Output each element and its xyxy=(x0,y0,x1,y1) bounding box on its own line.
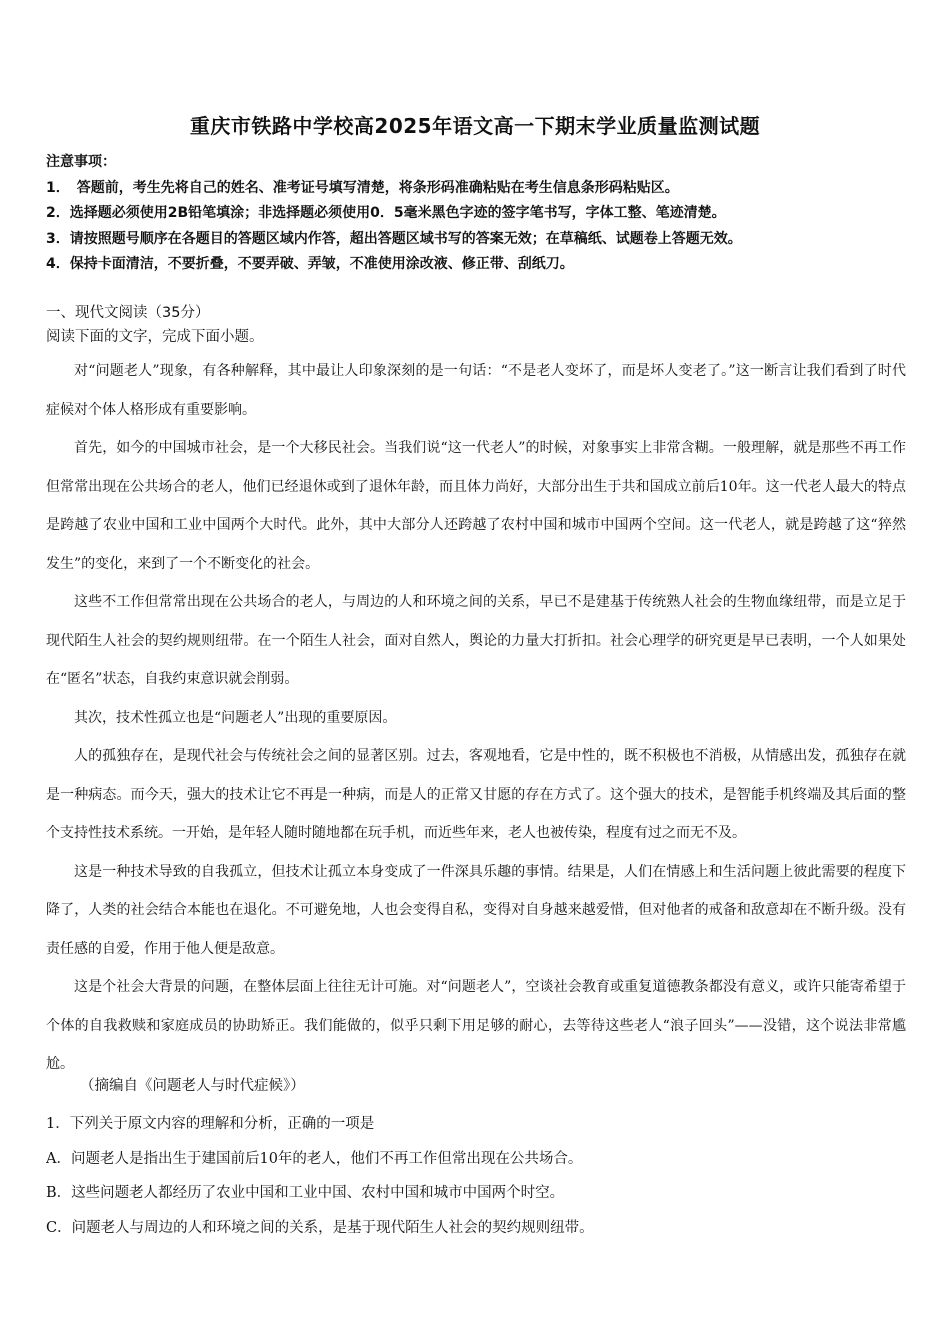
notice-heading: 注意事项： xyxy=(46,154,116,170)
option-c: C．问题老人与周边的人和环境之间的关系，是基于现代陌生人社会的契约规则纽带。 xyxy=(46,1219,594,1236)
question-stem: 1．下列关于原文内容的理解和分析，正确的一项是 xyxy=(46,1116,375,1132)
article-paragraph-7: 这是个社会大背景的问题，在整体层面上往往无计可施。对“问题老人”，空谈社会教育或重复道德教条都没有意义，或许只能寄希望于个体的自我救赎和家庭成员的协助矫正。我们能做的，似乎只剩下用足够的耐心，去等待这些老人“浪子回头”——没错，这个说法非常尴尬。 xyxy=(46,979,906,1072)
option-b: B．这些问题老人都经历了农业中国和工业中国、农村中国和城市中国两个时空。 xyxy=(46,1185,565,1201)
notice-item-1: 1． 答题前，考生先将自己的姓名、准考证号填写清楚，将条形码准确粘贴在考生信息条形码粘贴区。 xyxy=(46,179,679,196)
article-paragraph-2: 首先，如今的中国城市社会，是一个大移民社会。当我们说“这一代老人”的时候，对象事实上非常含糊。一般理解，就是那些不再工作但常常出现在公共场合的老人，他们已经退休或到了退休年龄，而且体力尚好，大部分出生于共和国成立前后10年。这一代老人最大的特点是跨越了农业中国和工业中国两个大时代。此外，其中大部分人还跨越了农村中国和城市中国两个空间。这一代老人，就是跨越了这“猝然发生”的变化，来到了一个不断变化的社会。 xyxy=(46,440,906,572)
notice-item-2: 2．选择题必须使用2B铅笔填涂；非选择题必须使用0．5毫米黑色字迹的签字笔书写，字体工整、笔迹清楚。 xyxy=(46,205,726,221)
article-source: （摘编自《问题老人与时代症候》） xyxy=(80,1078,305,1094)
article-paragraph-5: 人的孤独存在，是现代社会与传统社会之间的显著区别。过去，客观地看，它是中性的，既不积极也不消极，从情感出发，孤独存在就是一种病态。而今天，强大的技术让它不再是一种病，而是人的正常又甘愿的存在方式了。这个强大的技术，是智能手机终端及其后面的整个支持性技术系统。一开始，是年轻人随时随地都在玩手机，而近些年来，老人也被传染，程度有过之而无不及。 xyxy=(46,748,906,841)
article-paragraph-1: 对“问题老人”现象，有各种解释，其中最让人印象深刻的是一句话：“不是老人变坏了，而是坏人变老了。”这一断言让我们看到了时代症候对个体人格形成有重要影响。 xyxy=(46,363,906,418)
section-heading: 一、现代文阅读（35分） xyxy=(46,305,210,321)
article-paragraph-6: 这是一种技术导致的自我孤立，但技术让孤立本身变成了一件深具乐趣的事情。结果是，人们在情感上和生活问题上彼此需要的程度下降了，人类的社会结合本能也在退化。不可避免地，人也会变得自私，变得对自身越来越爱惜，但对他者的戒备和敌意却在不断升级。没有责任感的自爱，作用于他人便是敌意。 xyxy=(46,863,906,957)
option-a: A．问题老人是指出生于建国前后10年的老人，他们不再工作但常出现在公共场合。 xyxy=(46,1150,583,1167)
article-paragraph-3: 这些不工作但常常出现在公共场合的老人，与周边的人和环境之间的关系，早已不是建基于传统熟人社会的生物血缘纽带，而是立足于现代陌生人社会的契约规则纽带。在一个陌生人社会，面对自然人，舆论的力量大打折扣。社会心理学的研究更是早已表明，一个人如果处在“匿名”状态，自我约束意识就会削弱。 xyxy=(46,594,906,687)
question-1 xyxy=(46,1107,906,1245)
notice-item-3: 3．请按照题号顺序在各题目的答题区域内作答，超出答题区域书写的答案无效；在草稿纸、试题卷上答题无效。 xyxy=(46,230,742,247)
page-title: 重庆市铁路中学校高2025年语文高一下期末学业质量监测试题 xyxy=(189,114,761,138)
notice-item-4: 4．保持卡面清洁，不要折叠，不要弄破、弄皱，不准使用涂改液、修正带、刮纸刀。 xyxy=(46,256,574,272)
article-paragraph-4: 其次，技术性孤立也是“问题老人”出现的重要原因。 xyxy=(74,709,397,726)
section-lead: 阅读下面的文字，完成下面小题。 xyxy=(46,329,264,345)
reading-article xyxy=(46,352,906,1084)
notice-block xyxy=(46,150,906,278)
